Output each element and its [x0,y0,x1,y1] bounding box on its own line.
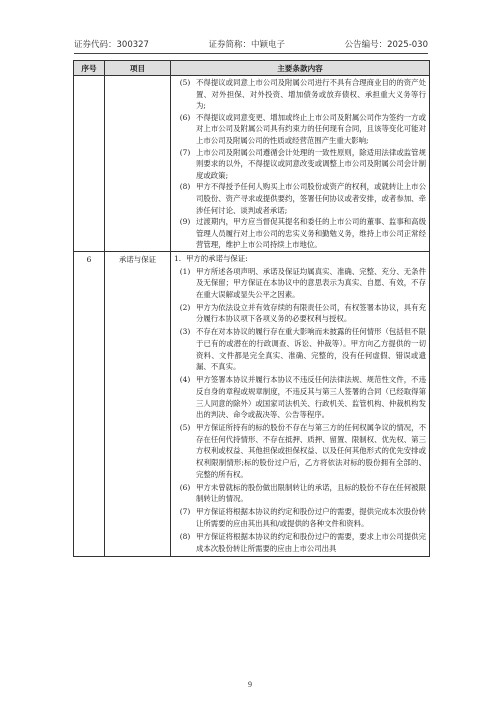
item-text: 甲方保证将根据本协议的约定和股份过户的需要，要求上市公司提供完成本次股份转让所需要的应由上市公司出具 [196,532,426,553]
list-item [174,266,426,301]
list-item [174,181,426,216]
row-content-cell [171,76,430,252]
row-no-cell: 6 [74,251,105,556]
item-text: 上市公司及附属公司遵循会计处理的一致性原则，除适用法律或监管规则要求的以外，不得提议或同意改变或调整上市公司及附属公司会计制度或政策; [196,147,426,180]
col-header-no: 序号 [74,61,105,76]
item-number: (1) [179,266,191,276]
item-text: 甲方不得授予任何人购买上市公司股份或资产的权利，或就转让上市公司股份、资产寻求或提供要约，签署任何协议或者安排，或者参加、牵涉任何讨论、谈判或者承诺; [196,182,426,215]
list-item [174,216,426,251]
item-number: (7) [179,507,191,517]
item-number: (5) [179,78,191,87]
list-item [174,531,426,554]
row-no-cell [74,76,105,252]
section-number: 1. [174,253,182,263]
item-text: 甲方保证所持有的标的股份不存在与第三方的任何权属争议的情况，不存在任何代持情形、不存在抵押、质押、留置、限制权、优先权、第三方权利或权益、其他担保或担保权益、以及任何其他形式的优先安排或权利限制情形;标的股份过户后，乙方将依法对标的股份拥有全部的、完整的所有权。 [196,423,426,479]
item-text: 甲方未曾就标的股份做出限制转让的承诺，且标的股份不存在任何被限制转让的情况。 [196,482,426,504]
item-number: (4) [179,375,191,385]
stock-short-name: 证券简称：中颖电子 [208,40,286,50]
header-rule [74,53,428,54]
table-header-row [74,61,430,76]
list-item [174,112,426,147]
item-number: (3) [179,327,191,337]
item-text: 甲方所述各项声明、承诺及保证均属真实、准确、完整、充分、无条件及无保留；甲方保证在本协议中的意思表示为真实、自愿、有效，不存在重大误解或显失公平之因素。 [196,266,426,299]
item-number: (5) [179,423,191,433]
item-text: 不存在对本协议的履行存在重大影响而未披露的任何情形（包括但不限于已有的或潜在的行政调查、诉讼、仲裁等）。甲方向乙方提供的一切资料、文件都是完全真实、准确、完整的，没有任何虚假、错误或遗漏、不真实。 [196,327,426,372]
page-header [74,38,428,50]
list-item [174,374,426,420]
item-number: (9) [179,217,191,227]
item-text: 过渡期内，甲方应当督促其提名和委任的上市公司的董事、监事和高级管理人员履行对上市公司的忠实义务和勤勉义务，维持上市公司正常经营管理，维护上市公司持续上市地位。 [196,217,426,250]
col-header-item: 项目 [105,61,171,76]
list-item [174,482,426,505]
section-heading [174,253,426,265]
row-item-cell [105,76,171,252]
item-text: 不得提议或同意上市公司及附属公司进行不具有合理商业目的的资产处置、对外担保、对外投资、增加债务或放弃债权、承担重大义务等行为; [196,78,426,111]
item-text: 甲方为依法设立并有效存续的有限责任公司，有权签署本协议，具有充分履行本协议项下各项义务的必要权利与授权。 [196,302,426,324]
table-row-commitments [74,251,430,556]
stock-code: 证券代码：300327 [74,40,149,50]
announcement-number: 公告编号：2025-030 [344,40,428,50]
list-item [174,326,426,372]
terms-table [73,60,430,557]
item-number: (7) [179,147,191,157]
list-item [174,422,426,480]
item-number: (8) [179,182,191,192]
item-number: (6) [179,482,191,492]
list-item [174,77,426,112]
page-number: 9 [248,680,252,689]
table-row-continued [74,76,430,252]
item-number: (6) [179,112,191,122]
section-title: 甲方的承诺与保证: [186,253,248,263]
item-text: 甲方签署本协议并履行本协议不违反任何法律法规、规范性文件，不违反自身的章程或规章制度，不违反其与第三人签署的合同（已经取得第三人同意的除外）或国家司法机关、行政机关、监管机构、仲裁机构发出的判决、命令或裁决等、公告等程序。 [196,375,426,420]
row-item-cell: 承诺与保证 [105,251,171,556]
list-item [174,147,426,182]
row-content-cell [171,251,430,556]
list-item [174,506,426,529]
item-text: 不得提议或同意变更、增加或终止上市公司及附属公司作为签约一方或对上市公司及附属公司具有约束力的任何现有合同，且该等变化可能对上市公司及附属公司的性质或经营范围产生重大影响; [196,112,426,145]
list-item [174,302,426,325]
item-number: (2) [179,302,191,312]
item-number: (8) [179,532,191,542]
item-text: 甲方保证将根据本协议的约定和股份过户的需要，提供完成本次股份转让所需要的应由其出具和/或提供的各种文件和资料。 [196,507,426,528]
col-header-content: 主要条款内容 [171,61,430,76]
